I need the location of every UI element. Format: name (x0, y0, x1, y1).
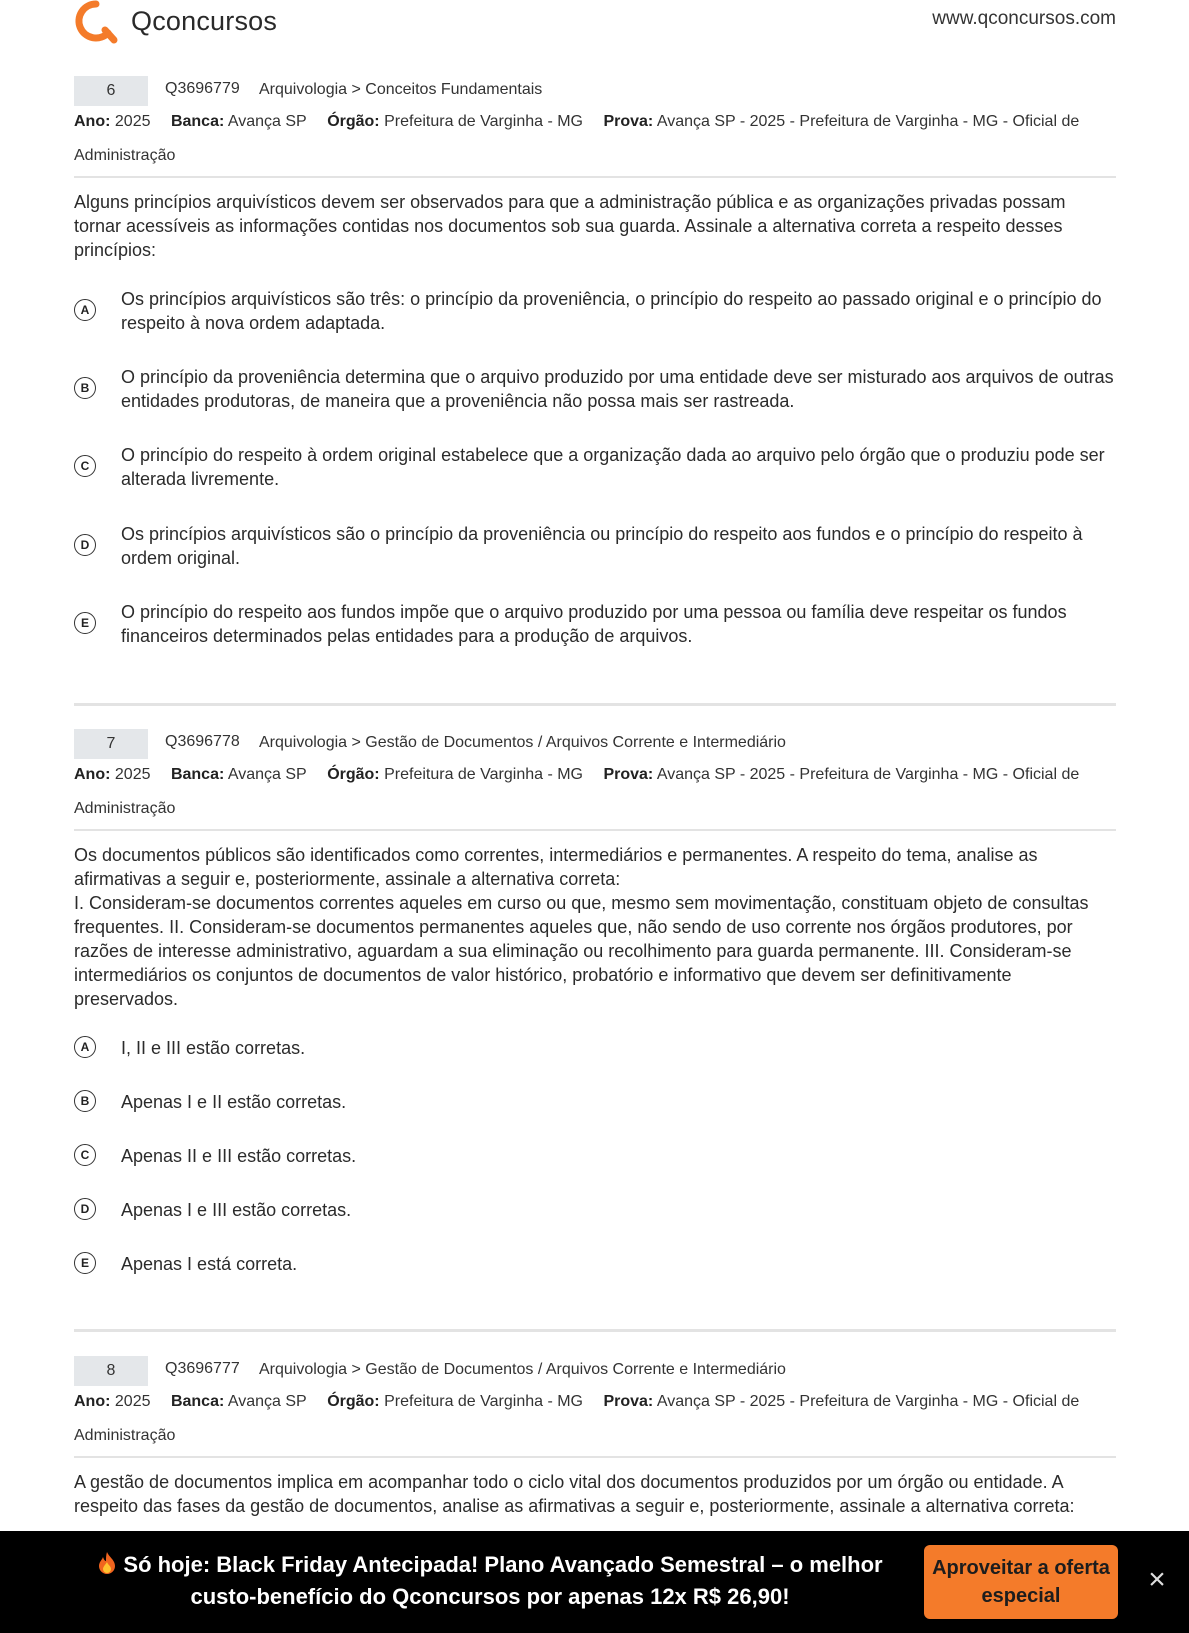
option-text: I, II e III estão corretas. (121, 1038, 306, 1058)
question-card (74, 1356, 1116, 1518)
option-a-circle-icon[interactable]: A (74, 299, 96, 321)
banca-value: Avança SP (227, 113, 307, 130)
prova-value: Avança SP - 2025 - Prefeitura de Varginha - MG - Oficial de Administração (74, 1393, 1080, 1444)
orgao-value: Prefeitura de Varginha - MG (384, 766, 583, 783)
prova-label: Prova: (603, 766, 654, 783)
question-subject[interactable]: Arquivologia > Gestão de Documentos / Arquivos Corrente e Intermediário (259, 734, 786, 751)
banca-label: Banca: (170, 766, 225, 783)
option-e[interactable] (74, 600, 1116, 648)
promo-cta-label: Aproveitar a oferta especial (932, 1557, 1110, 1607)
promo-banner (0, 1531, 1189, 1633)
promo-message: Só hoje: Black Friday Antecipada! Plano Avançado Semestral – o melhor custo-benefício do Qconcursos por apenas 12x R$ 26,90! (123, 1552, 883, 1609)
question-meta-row (74, 1356, 1116, 1386)
prova-label: Prova: (603, 1393, 654, 1410)
option-text: Apenas II e III estão corretas. (121, 1146, 357, 1166)
statement-intro: Os documentos públicos são identificados como correntes, intermediários e permanentes. A respeito do tema, analise as afirmativas a seguir e, posteriormente, assinale a alternativa correta: (74, 845, 1038, 889)
question-statement: Alguns princípios arquivísticos devem ser observados para que a administração pública e as organizações privadas possam tornar acessíveis as informações contidas nos documentos sob sua guarda. Assinale a alternativa correta a respeito desses princípios: (74, 192, 1066, 260)
ano-label: Ano: (74, 1393, 111, 1410)
divider (74, 176, 1116, 178)
question-id[interactable]: Q3696777 (165, 1360, 240, 1377)
option-text: Apenas I está correta. (121, 1254, 298, 1274)
option-b[interactable] (74, 1090, 1116, 1114)
orgao-label: Órgão: (327, 1393, 380, 1410)
close-icon[interactable]: × (1148, 1563, 1166, 1596)
question-statement: A gestão de documentos implica em acompanhar todo o ciclo vital dos documentos produzidos por um órgão ou entidade. A respeito das fases da gestão de documentos, analise as afirmativas a seguir e, posteriormente, assinale a alternativa correta: (74, 1472, 1075, 1516)
option-d[interactable] (74, 522, 1116, 570)
fire-icon (97, 1551, 117, 1575)
question-number: 7 (74, 729, 148, 759)
options-list (74, 1036, 1116, 1276)
question-card (74, 729, 1116, 1276)
options-list (74, 287, 1116, 648)
banca-label: Banca: (170, 1393, 225, 1410)
option-e-circle-icon[interactable]: E (74, 612, 96, 634)
orgao-label: Órgão: (327, 766, 380, 783)
option-c-circle-icon[interactable]: C (74, 1144, 96, 1166)
question-separator (74, 1329, 1116, 1332)
ano-value: 2025 (114, 766, 151, 783)
question-card (74, 76, 1116, 648)
logo-text[interactable]: Qconcursos (131, 6, 278, 36)
question-meta-row (74, 729, 1116, 759)
page-header (74, 0, 1116, 46)
question-info (74, 758, 1116, 826)
orgao-value: Prefeitura de Varginha - MG (384, 113, 583, 130)
divider (74, 829, 1116, 831)
prova-value: Avança SP - 2025 - Prefeitura de Varginha - MG - Oficial de Administração (74, 766, 1080, 817)
option-e[interactable] (74, 1252, 1116, 1276)
ano-label: Ano: (74, 113, 111, 130)
option-a[interactable] (74, 287, 1116, 335)
question-subject[interactable]: Arquivologia > Gestão de Documentos / Arquivos Corrente e Intermediário (259, 1361, 786, 1378)
option-a-circle-icon[interactable]: A (74, 1036, 96, 1058)
option-e-circle-icon[interactable]: E (74, 1252, 96, 1274)
site-url[interactable]: www.qconcursos.com (932, 8, 1116, 29)
option-b-circle-icon[interactable]: B (74, 1090, 96, 1112)
option-text: O princípio do respeito aos fundos impõe que o arquivo produzido por uma pessoa ou família deve respeitar os fundos financeiros determinados pelas entidades para a produção de arquivos. (121, 602, 1067, 646)
question-meta-row (74, 76, 1116, 106)
option-c[interactable] (74, 1144, 1116, 1168)
promo-text (80, 1549, 900, 1613)
divider (74, 1456, 1116, 1458)
banca-value: Avança SP (227, 1393, 307, 1410)
promo-cta-button[interactable] (924, 1545, 1118, 1619)
option-text: O princípio da proveniência determina que o arquivo produzido por uma entidade deve ser misturado aos arquivos de outras entidades produtoras, de maneira que a proveniência não possa mais ser rastreada. (121, 367, 1114, 411)
option-c-circle-icon[interactable]: C (74, 455, 96, 477)
question-number: 6 (74, 76, 148, 106)
option-d-circle-icon[interactable]: D (74, 534, 96, 556)
question-id[interactable]: Q3696778 (165, 733, 240, 750)
question-info (74, 1385, 1116, 1453)
option-d-circle-icon[interactable]: D (74, 1198, 96, 1220)
option-c[interactable] (74, 443, 1116, 491)
prova-value: Avança SP - 2025 - Prefeitura de Varginha - MG - Oficial de Administração (74, 113, 1080, 164)
option-text: Apenas I e II estão corretas. (121, 1092, 347, 1112)
qconcursos-logo-icon[interactable] (74, 0, 118, 44)
orgao-label: Órgão: (327, 113, 380, 130)
question-separator (74, 703, 1116, 706)
question-number: 8 (74, 1356, 148, 1386)
question-id[interactable]: Q3696779 (165, 80, 240, 97)
prova-label: Prova: (603, 113, 654, 130)
question-subject[interactable]: Arquivologia > Conceitos Fundamentais (259, 81, 543, 98)
statement-items: I. Consideram-se documentos correntes aqueles em curso ou que, mesmo sem movimentação, constituam objeto de consultas frequentes. II. Consideram-se documentos permanentes aqueles que, não sendo de uso corrente nos órgãos produtores, por razões de interesse administrativo, aguardam a sua eliminação ou recolhimento para guarda permanente. III. Consideram-se intermediários os conjuntos de documentos de valor histórico, probatório e informativo que devem ser definitivamente preservados. (74, 893, 1089, 1009)
orgao-value: Prefeitura de Varginha - MG (384, 1393, 583, 1410)
option-text: Apenas I e III estão corretas. (121, 1200, 352, 1220)
option-text: Os princípios arquivísticos são três: o princípio da proveniência, o princípio do respeito ao passado original e o princípio do respeito à nova ordem adaptada. (121, 289, 1102, 333)
question-info (74, 105, 1116, 173)
ano-value: 2025 (114, 1393, 151, 1410)
option-text: Os princípios arquivísticos são o princípio da proveniência ou princípio do respeito aos fundos e o princípio do respeito à ordem original. (121, 524, 1083, 568)
ano-value: 2025 (114, 113, 151, 130)
banca-label: Banca: (170, 113, 225, 130)
option-a[interactable] (74, 1036, 1116, 1060)
ano-label: Ano: (74, 766, 111, 783)
option-text: O princípio do respeito à ordem original estabelece que a organização dada ao arquivo pelo órgão que o produziu pode ser alterada livremente. (121, 445, 1105, 489)
option-b[interactable] (74, 365, 1116, 413)
question-statement (74, 843, 1116, 1011)
banca-value: Avança SP (227, 766, 307, 783)
option-d[interactable] (74, 1198, 1116, 1222)
option-b-circle-icon[interactable]: B (74, 377, 96, 399)
